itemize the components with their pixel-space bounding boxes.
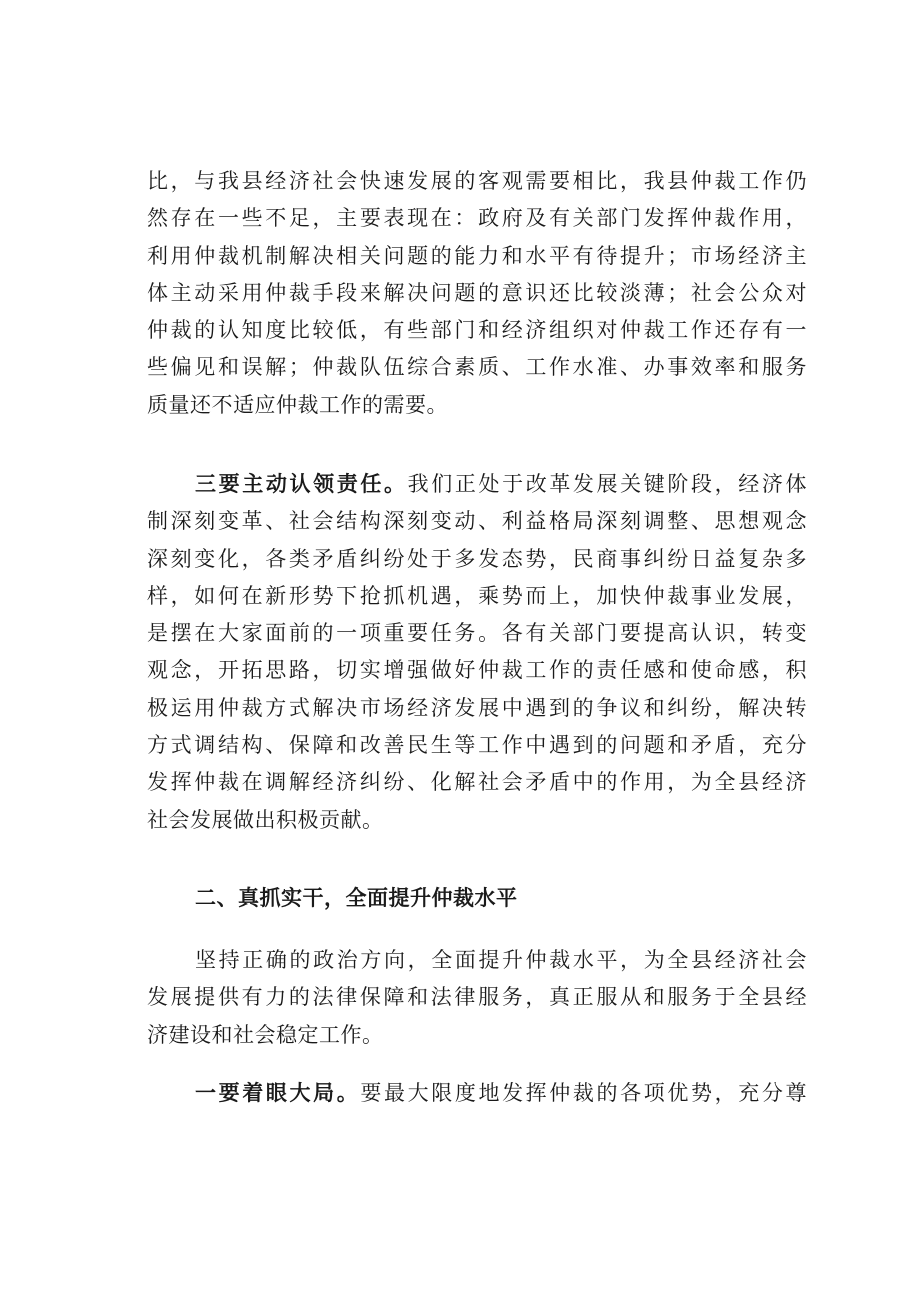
paragraph-first-line: [147, 1075, 807, 1112]
section-heading-block: [147, 880, 807, 917]
paragraph-first-rest: 要最大限度地发挥仲裁的各项优势，充分尊: [360, 1081, 808, 1105]
paragraph-line: 制深刻变革、社会结构深刻变动、利益格局深刻调整、思想观念: [147, 509, 807, 534]
paragraph-line: 社会发展做出积极贡献。: [147, 807, 384, 832]
paragraph-lead: 三要主动认领责任。: [195, 472, 408, 496]
paragraph-2: [147, 466, 807, 839]
paragraph-1: [147, 163, 807, 424]
paragraph-line: 坚持正确的政治方向，全面提升仲裁水平，为全县经济社会: [195, 948, 807, 972]
paragraph-line: 比，与我县经济社会快速发展的客观需要相比，我县仲裁工作仍: [147, 169, 807, 193]
paragraph-line: 质量还不适应仲裁工作的需要。: [147, 392, 448, 417]
paragraph-line: 深刻变化，各类矛盾纠纷处于多发态势，民商事纠纷日益复杂多: [147, 546, 807, 571]
paragraph-line: 然存在一些不足，主要表现在：政府及有关部门发挥仲裁作用，: [147, 206, 807, 231]
paragraph-first-line: [147, 466, 807, 503]
paragraph-line: 些偏见和误解；仲裁队伍综合素质、工作水准、办事效率和服务: [147, 355, 807, 380]
paragraph-line: 体主动采用仲裁手段来解决问题的意识还比较淡薄；社会公众对: [147, 280, 807, 305]
paragraph-line: 发展提供有力的法律保障和法律服务，真正服从和服务于全县经: [147, 985, 807, 1010]
paragraph-line: 样，如何在新形势下抢抓机遇，乘势而上，加快仲裁事业发展，: [147, 583, 807, 608]
paragraph-line: 济建设和社会稳定工作。: [147, 1022, 384, 1047]
paragraph-line: 极运用仲裁方式解决市场经济发展中遇到的争议和纠纷，解决转: [147, 695, 807, 720]
section-heading: 二、真抓实干，全面提升仲裁水平: [195, 886, 518, 910]
paragraph-line: 观念，开拓思路，切实增强做好仲裁工作的责任感和使命感，积: [147, 658, 807, 683]
paragraph-lead: 一要着眼大局。: [195, 1081, 361, 1105]
paragraph-line: 发挥仲裁在调解经济纠纷、化解社会矛盾中的作用，为全县经济: [147, 770, 807, 795]
paragraph-line: 是摆在大家面前的一项重要任务。各有关部门要提高认识，转变: [147, 621, 807, 646]
paragraph-4: [147, 1075, 807, 1112]
paragraph-line: 利用仲裁机制解决相关问题的能力和水平有待提升；市场经济主: [147, 243, 807, 268]
paragraph-line: 方式调结构、保障和改善民生等工作中遇到的问题和矛盾，充分: [147, 733, 807, 758]
paragraph-line: 仲裁的认知度比较低，有些部门和经济组织对仲裁工作还存有一: [147, 318, 807, 343]
paragraph-first-rest: 我们正处于改革发展关键阶段，经济体: [407, 472, 808, 496]
paragraph-3: [147, 942, 807, 1054]
